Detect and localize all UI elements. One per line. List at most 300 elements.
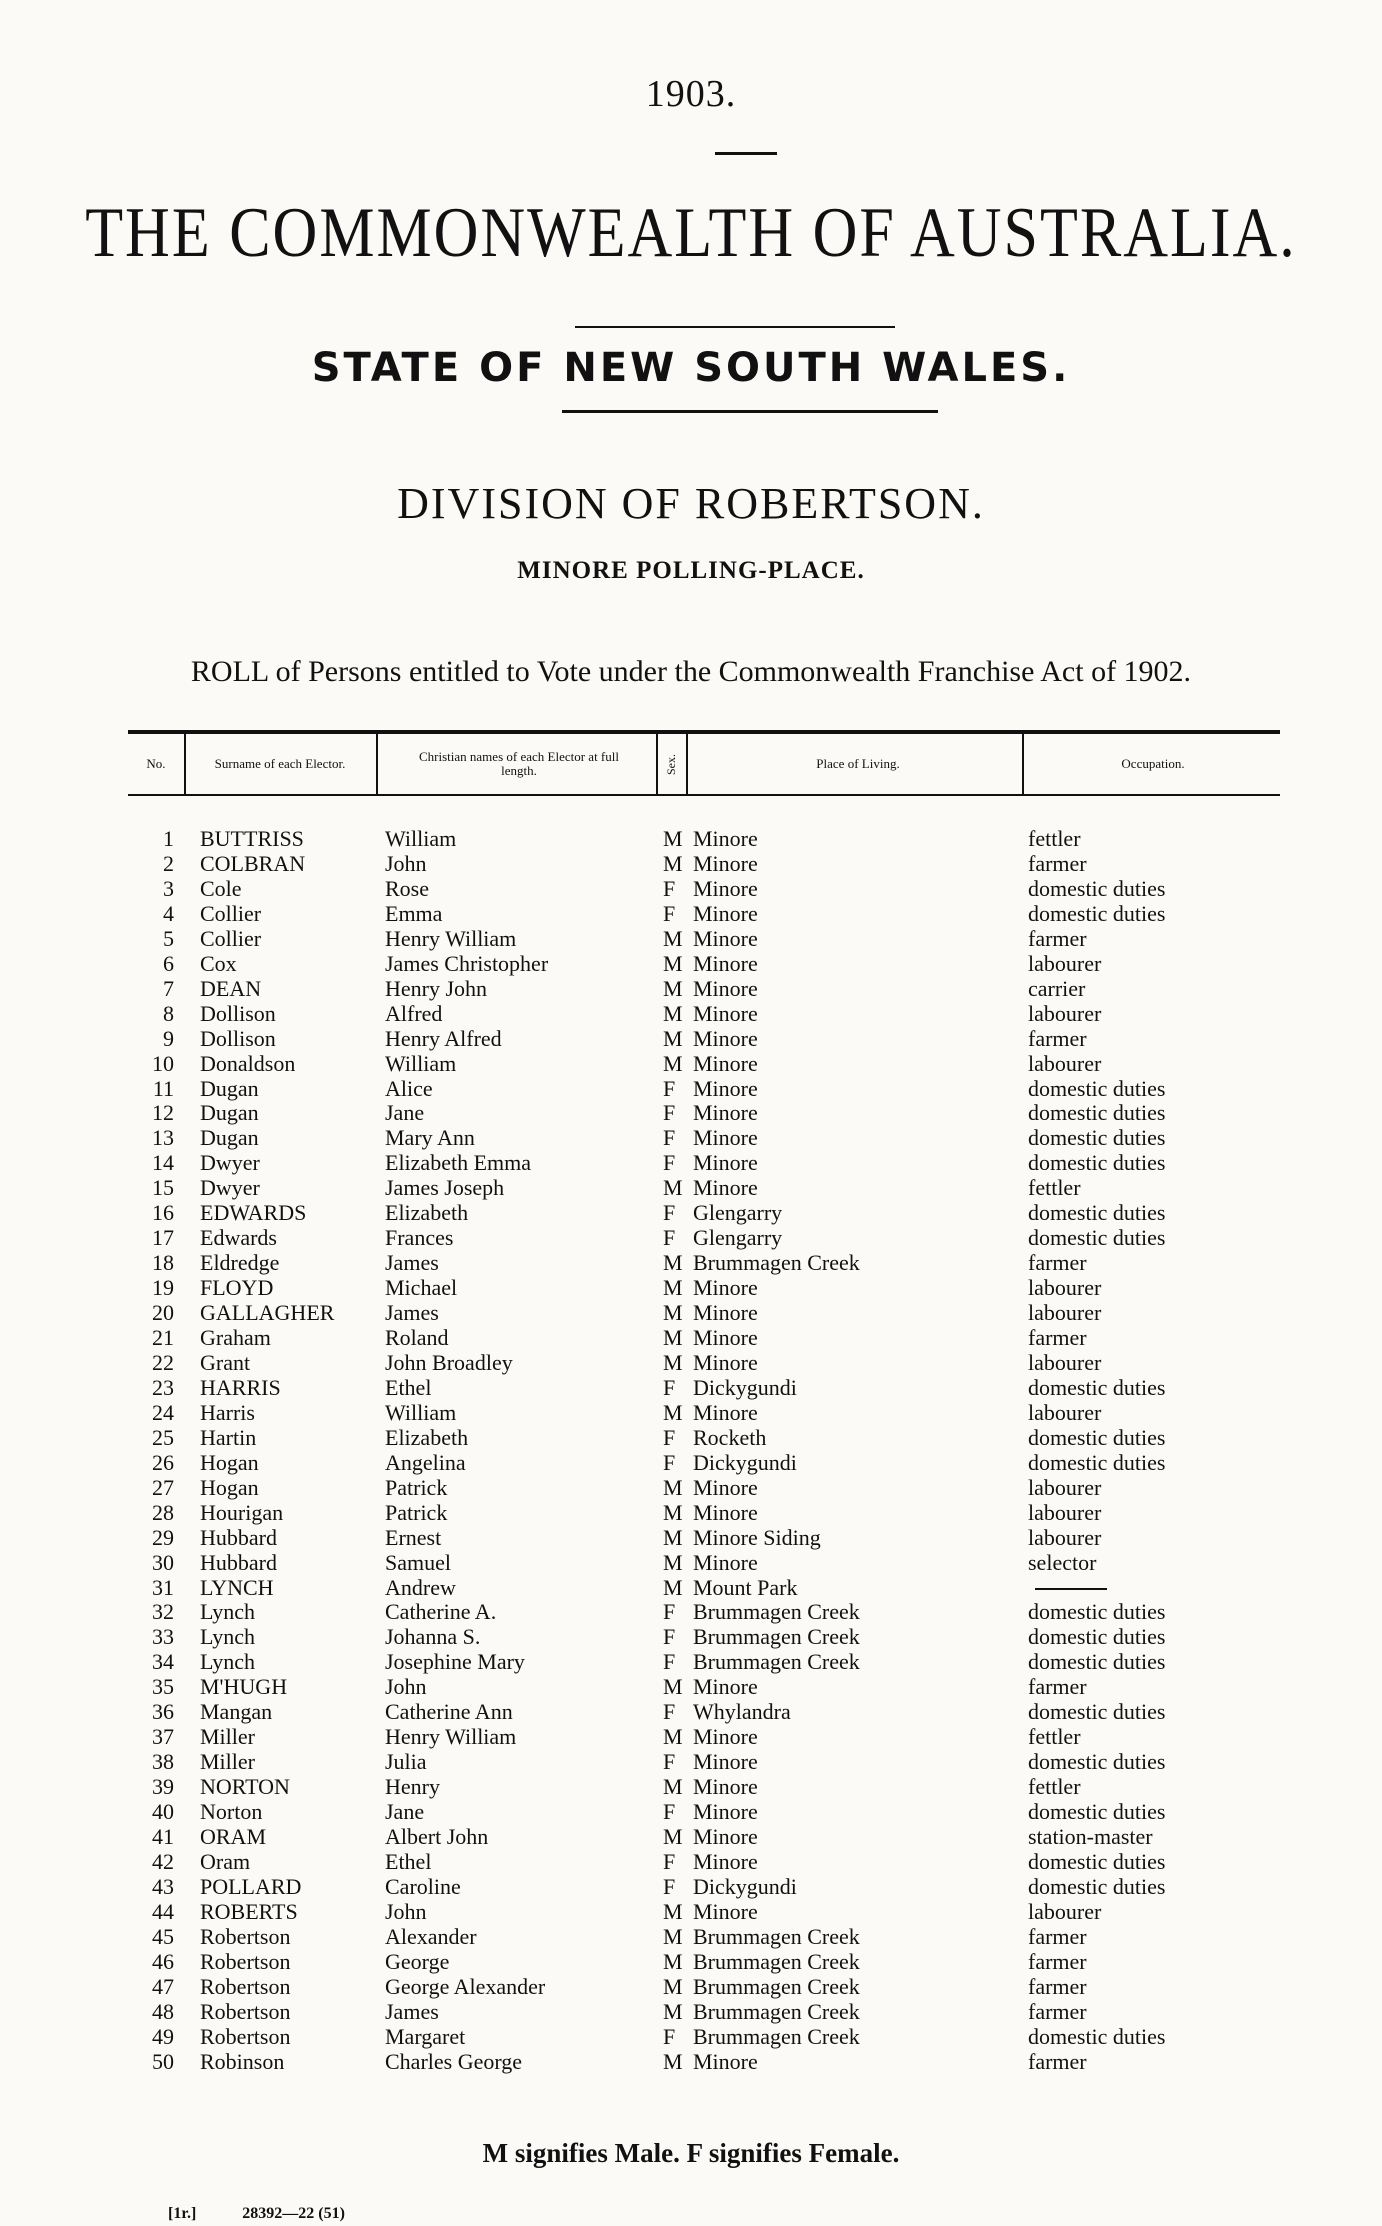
elector-sex: M xyxy=(663,1973,683,1999)
elector-occupation: farmer xyxy=(1028,1674,1087,1700)
elector-sex: M xyxy=(663,850,683,876)
elector-place: Brummagen Creek xyxy=(693,1649,860,1675)
elector-sex: M xyxy=(663,1774,683,1800)
elector-christian: John xyxy=(385,1898,427,1924)
elector-place: Glengarry xyxy=(693,1200,783,1226)
elector-christian: Frances xyxy=(385,1225,454,1251)
elector-christian: Angelina xyxy=(385,1449,466,1475)
roll-title: ROLL of Persons entitled to Vote under the Commonwealth Franchise Act of 1902. xyxy=(190,655,1192,688)
elector-sex: F xyxy=(663,1624,676,1650)
table-row xyxy=(0,1225,1382,1250)
elector-place: Minore xyxy=(693,925,758,951)
elector-occupation: domestic duties xyxy=(1028,1599,1166,1625)
elector-occupation: carrier xyxy=(1028,975,1086,1001)
elector-no: 26 xyxy=(152,1449,174,1475)
elector-no: 42 xyxy=(152,1848,174,1874)
elector-occupation: domestic duties xyxy=(1028,1799,1166,1825)
elector-place: Minore xyxy=(693,1125,758,1151)
elector-sex: M xyxy=(663,1325,683,1350)
elector-place: Rocketh xyxy=(693,1424,767,1450)
elector-place: Brummagen Creek xyxy=(693,1624,860,1650)
elector-no: 32 xyxy=(152,1599,174,1625)
elector-place: Minore xyxy=(693,1275,758,1301)
elector-sex: M xyxy=(663,1724,683,1750)
header-no: No. xyxy=(146,756,166,771)
occupation-blank-dash xyxy=(1035,1588,1107,1590)
elector-occupation: labourer xyxy=(1028,1524,1102,1550)
table-row xyxy=(0,1475,1382,1500)
elector-place: Minore xyxy=(693,1799,758,1825)
elector-place: Minore xyxy=(693,900,758,926)
elector-surname: Harris xyxy=(200,1399,255,1425)
elector-no: 7 xyxy=(163,975,174,1001)
elector-sex: M xyxy=(663,1674,683,1700)
elector-occupation: domestic duties xyxy=(1028,1100,1166,1126)
elector-christian: William xyxy=(385,1399,457,1425)
table-row xyxy=(0,1250,1382,1275)
elector-surname: Mangan xyxy=(200,1699,273,1725)
elector-occupation: domestic duties xyxy=(1028,1649,1166,1675)
elector-place: Brummagen Creek xyxy=(693,1250,860,1276)
printer-reference xyxy=(168,2205,345,2223)
elector-christian: James Joseph xyxy=(385,1175,505,1201)
elector-occupation: domestic duties xyxy=(1028,1699,1166,1725)
table-row xyxy=(0,1774,1382,1799)
elector-surname: Dollison xyxy=(200,1000,276,1026)
elector-occupation: fettler xyxy=(1028,826,1081,851)
elector-christian: Catherine A. xyxy=(385,1599,497,1625)
elector-place: Minore xyxy=(693,875,758,901)
elector-place: Minore xyxy=(693,1175,758,1201)
table-row xyxy=(0,901,1382,926)
elector-sex: M xyxy=(663,1474,683,1500)
elector-surname: BUTTRISS xyxy=(200,826,304,851)
elector-place: Glengarry xyxy=(693,1225,783,1251)
elector-christian: Josephine Mary xyxy=(385,1649,525,1675)
elector-sex: M xyxy=(663,1250,683,1276)
table-row xyxy=(0,1175,1382,1200)
year: 1903. xyxy=(645,73,737,115)
elector-no: 9 xyxy=(163,1025,174,1051)
elector-christian: Charles George xyxy=(385,2048,523,2074)
elector-place: Minore xyxy=(693,850,758,876)
elector-surname: M'HUGH xyxy=(200,1674,288,1700)
elector-place: Minore xyxy=(693,1399,758,1425)
elector-surname: ORAM xyxy=(200,1824,267,1849)
elector-occupation: farmer xyxy=(1028,1325,1087,1350)
elector-surname: Dugan xyxy=(200,1125,259,1151)
elector-occupation: farmer xyxy=(1028,1998,1087,2024)
elector-occupation: domestic duties xyxy=(1028,1749,1166,1775)
elector-sex: M xyxy=(663,1175,683,1201)
elector-no: 27 xyxy=(152,1474,174,1500)
elector-occupation: selector xyxy=(1028,1549,1097,1575)
elector-no: 37 xyxy=(152,1724,174,1750)
elector-no: 4 xyxy=(163,900,174,926)
table-row xyxy=(0,1724,1382,1749)
elector-place: Minore xyxy=(693,1674,758,1700)
elector-christian: James xyxy=(385,1300,439,1326)
elector-place: Minore xyxy=(693,1724,758,1750)
elector-christian: Henry William xyxy=(385,1724,517,1750)
elector-no: 22 xyxy=(152,1349,174,1375)
elector-sex: F xyxy=(663,1649,676,1675)
elector-sex: F xyxy=(663,1799,676,1825)
elector-sex: F xyxy=(663,1749,676,1775)
elector-place: Minore xyxy=(693,950,758,976)
elector-christian: Margaret xyxy=(385,2023,466,2049)
elector-no: 48 xyxy=(152,1998,174,2024)
elector-occupation: fettler xyxy=(1028,1724,1081,1750)
header-divider xyxy=(376,734,378,794)
elector-surname: HARRIS xyxy=(200,1374,281,1400)
table-row xyxy=(0,876,1382,901)
elector-no: 30 xyxy=(152,1549,174,1575)
elector-sex: F xyxy=(663,1125,676,1151)
elector-christian: John Broadley xyxy=(385,1349,513,1375)
elector-occupation: domestic duties xyxy=(1028,2023,1166,2049)
elector-sex: F xyxy=(663,1848,676,1874)
elector-surname: Robertson xyxy=(200,1923,291,1949)
elector-christian: Elizabeth xyxy=(385,1200,469,1226)
elector-no: 28 xyxy=(152,1499,174,1525)
elector-no: 21 xyxy=(152,1325,174,1350)
elector-no: 49 xyxy=(152,2023,174,2049)
elector-sex: F xyxy=(663,1424,676,1450)
elector-no: 47 xyxy=(152,1973,174,1999)
elector-surname: Cox xyxy=(200,950,237,976)
elector-christian: James Christopher xyxy=(385,950,549,976)
rule-under-commonwealth xyxy=(575,326,895,328)
elector-surname: Robertson xyxy=(200,1948,291,1974)
table-row xyxy=(0,2024,1382,2049)
table-row xyxy=(0,1849,1382,1874)
elector-place: Minore Siding xyxy=(693,1524,821,1550)
table-row xyxy=(0,1949,1382,1974)
elector-no: 20 xyxy=(152,1300,174,1326)
elector-surname: Eldredge xyxy=(200,1250,280,1276)
elector-sex: F xyxy=(663,900,676,926)
table-row xyxy=(0,1974,1382,1999)
elector-no: 14 xyxy=(152,1150,174,1176)
elector-christian: Alexander xyxy=(385,1923,477,1949)
elector-no: 16 xyxy=(152,1200,174,1226)
elector-christian: Roland xyxy=(385,1325,449,1350)
elector-sex: M xyxy=(663,1948,683,1974)
elector-christian: Patrick xyxy=(385,1499,448,1525)
division-title: DIVISION OF ROBERTSON. xyxy=(397,479,985,528)
elector-surname: Dugan xyxy=(200,1100,259,1126)
elector-sex: F xyxy=(663,875,676,901)
elector-sex: M xyxy=(663,1050,683,1076)
table-row xyxy=(0,1325,1382,1350)
elector-surname: Hogan xyxy=(200,1449,259,1475)
elector-surname: Miller xyxy=(200,1724,255,1750)
elector-sex: M xyxy=(663,1499,683,1525)
rule-under-state xyxy=(562,410,938,413)
header-surname: Surname of each Elector. xyxy=(214,756,346,771)
elector-surname: Dwyer xyxy=(200,1175,260,1201)
table-row xyxy=(0,976,1382,1001)
elector-no: 13 xyxy=(152,1125,174,1151)
elector-place: Minore xyxy=(693,1300,758,1326)
elector-place: Minore xyxy=(693,1749,758,1775)
elector-no: 39 xyxy=(152,1774,174,1800)
elector-place: Brummagen Creek xyxy=(693,1599,860,1625)
elector-occupation: farmer xyxy=(1028,1923,1087,1949)
elector-occupation: domestic duties xyxy=(1028,1449,1166,1475)
elector-place: Brummagen Creek xyxy=(693,1948,860,1974)
elector-surname: Robinson xyxy=(200,2048,285,2074)
elector-surname: Lynch xyxy=(200,1624,255,1650)
elector-sex: M xyxy=(663,1000,683,1026)
table-row xyxy=(0,1001,1382,1026)
elector-christian: Elizabeth Emma xyxy=(385,1150,531,1176)
table-row xyxy=(0,1500,1382,1525)
elector-place: Minore xyxy=(693,1000,758,1026)
elector-no: 34 xyxy=(152,1649,174,1675)
elector-christian: Samuel xyxy=(385,1549,451,1575)
elector-surname: Dwyer xyxy=(200,1150,260,1176)
elector-christian: Jane xyxy=(385,1799,425,1825)
elector-sex: M xyxy=(663,1998,683,2024)
elector-occupation: domestic duties xyxy=(1028,1225,1166,1251)
elector-occupation: labourer xyxy=(1028,1399,1102,1425)
elector-christian: Emma xyxy=(385,900,443,926)
elector-sex: M xyxy=(663,826,683,851)
elector-occupation: labourer xyxy=(1028,1300,1102,1326)
elector-surname: POLLARD xyxy=(200,1873,302,1899)
elector-occupation: farmer xyxy=(1028,2048,1087,2074)
elector-place: Minore xyxy=(693,2048,758,2074)
header-sex xyxy=(658,734,684,794)
elector-surname: Hogan xyxy=(200,1474,259,1500)
elector-surname: Cole xyxy=(200,875,242,901)
table-row xyxy=(0,826,1382,851)
elector-place: Minore xyxy=(693,1774,758,1800)
elector-christian: Ernest xyxy=(385,1524,442,1550)
elector-christian: William xyxy=(385,1050,457,1076)
elector-surname: Robertson xyxy=(200,1998,291,2024)
print-ref-number: 28392—22 (51) xyxy=(242,2205,345,2222)
elector-surname: Grant xyxy=(200,1349,251,1375)
elector-sex: M xyxy=(663,1300,683,1326)
elector-place: Dickygundi xyxy=(693,1374,797,1400)
elector-sex: M xyxy=(663,950,683,976)
elector-no: 18 xyxy=(152,1250,174,1276)
table-row xyxy=(0,1599,1382,1624)
elector-christian: John xyxy=(385,850,427,876)
elector-no: 25 xyxy=(152,1424,174,1450)
elector-surname: GALLAGHER xyxy=(200,1300,335,1326)
elector-occupation: domestic duties xyxy=(1028,1424,1166,1450)
elector-surname: Graham xyxy=(200,1325,271,1350)
elector-occupation: domestic duties xyxy=(1028,1200,1166,1226)
elector-place: Dickygundi xyxy=(693,1873,797,1899)
elector-occupation: labourer xyxy=(1028,1898,1102,1924)
elector-surname: Hourigan xyxy=(200,1499,284,1525)
elector-no: 2 xyxy=(163,850,174,876)
elector-sex: F xyxy=(663,1374,676,1400)
elector-no: 35 xyxy=(152,1674,174,1700)
elector-no: 38 xyxy=(152,1749,174,1775)
elector-no: 44 xyxy=(152,1898,174,1924)
table-row xyxy=(0,1400,1382,1425)
table-row xyxy=(0,2049,1382,2074)
elector-surname: Dugan xyxy=(200,1075,259,1101)
elector-occupation: farmer xyxy=(1028,1948,1087,1974)
elector-occupation: labourer xyxy=(1028,1000,1102,1026)
elector-no: 46 xyxy=(152,1948,174,1974)
elector-surname: Robertson xyxy=(200,2023,291,2049)
table-row xyxy=(0,1874,1382,1899)
elector-place: Minore xyxy=(693,826,758,851)
elector-occupation: station-master xyxy=(1028,1824,1153,1849)
table-row xyxy=(0,1350,1382,1375)
elector-no: 6 xyxy=(163,950,174,976)
table-row xyxy=(0,1674,1382,1699)
elector-surname: Norton xyxy=(200,1799,263,1825)
state-title: STATE OF NEW SOUTH WALES. xyxy=(311,345,1071,391)
table-row xyxy=(0,951,1382,976)
elector-occupation: domestic duties xyxy=(1028,875,1166,901)
elector-sex: F xyxy=(663,1599,676,1625)
sex-legend: M signifies Male. F signifies Female. xyxy=(482,2138,900,2168)
elector-christian: James xyxy=(385,1998,439,2024)
elector-place: Minore xyxy=(693,1050,758,1076)
elector-christian: Elizabeth xyxy=(385,1424,469,1450)
table-row xyxy=(0,1924,1382,1949)
elector-sex: F xyxy=(663,1200,676,1226)
header-divider xyxy=(686,734,688,794)
elector-place: Minore xyxy=(693,1025,758,1051)
elector-no: 12 xyxy=(152,1100,174,1126)
elector-surname: LYNCH xyxy=(200,1574,274,1600)
elector-christian: Patrick xyxy=(385,1474,448,1500)
elector-surname: Donaldson xyxy=(200,1050,296,1076)
elector-surname: ROBERTS xyxy=(200,1898,298,1924)
elector-sex: F xyxy=(663,1225,676,1251)
header-divider xyxy=(184,734,186,794)
elector-place: Minore xyxy=(693,1349,758,1375)
elector-sex: F xyxy=(663,1449,676,1475)
elector-christian: George Alexander xyxy=(385,1973,546,1999)
table-row xyxy=(0,1450,1382,1475)
elector-sex: F xyxy=(663,1100,676,1126)
elector-place: Minore xyxy=(693,1848,758,1874)
elector-christian: Henry xyxy=(385,1774,440,1800)
table-row xyxy=(0,1550,1382,1575)
elector-sex: M xyxy=(663,1549,683,1575)
elector-sex: F xyxy=(663,1873,676,1899)
elector-occupation: labourer xyxy=(1028,950,1102,976)
elector-occupation: fettler xyxy=(1028,1175,1081,1201)
elector-sex: F xyxy=(663,1150,676,1176)
elector-place: Minore xyxy=(693,975,758,1001)
table-row xyxy=(0,1749,1382,1774)
elector-christian: Ethel xyxy=(385,1848,432,1874)
elector-place: Minore xyxy=(693,1075,758,1101)
elector-christian: Henry William xyxy=(385,925,517,951)
elector-no: 17 xyxy=(152,1225,174,1251)
elector-no: 36 xyxy=(152,1699,174,1725)
elector-occupation: farmer xyxy=(1028,1973,1087,1999)
elector-occupation: farmer xyxy=(1028,850,1087,876)
elector-christian: Henry John xyxy=(385,975,488,1001)
elector-christian: Johanna S. xyxy=(385,1624,481,1650)
elector-place: Minore xyxy=(693,1499,758,1525)
elector-christian: Henry Alfred xyxy=(385,1025,502,1051)
elector-no: 11 xyxy=(152,1075,174,1101)
table-row xyxy=(0,1275,1382,1300)
elector-christian: John xyxy=(385,1674,427,1700)
elector-place: Minore xyxy=(693,1474,758,1500)
table-row xyxy=(0,926,1382,951)
elector-no: 19 xyxy=(152,1275,174,1301)
elector-surname: Dollison xyxy=(200,1025,276,1051)
elector-occupation: domestic duties xyxy=(1028,900,1166,926)
elector-no: 45 xyxy=(152,1923,174,1949)
elector-christian: Catherine Ann xyxy=(385,1699,513,1725)
elector-occupation: domestic duties xyxy=(1028,1848,1166,1874)
rule-under-year xyxy=(715,152,777,155)
elector-surname: Collier xyxy=(200,925,262,951)
elector-no: 1 xyxy=(163,826,174,851)
elector-christian: Mary Ann xyxy=(385,1125,475,1151)
elector-christian: William xyxy=(385,826,457,851)
elector-christian: Alfred xyxy=(385,1000,443,1026)
elector-place: Mount Park xyxy=(693,1574,798,1600)
elector-occupation: labourer xyxy=(1028,1275,1102,1301)
elector-place: Brummagen Creek xyxy=(693,1923,860,1949)
elector-place: Dickygundi xyxy=(693,1449,797,1475)
elector-no: 33 xyxy=(152,1624,174,1650)
elector-surname: Robertson xyxy=(200,1973,291,1999)
elector-christian: Caroline xyxy=(385,1873,461,1899)
elector-no: 40 xyxy=(152,1799,174,1825)
elector-occupation: labourer xyxy=(1028,1050,1102,1076)
elector-sex: M xyxy=(663,1524,683,1550)
elector-occupation: labourer xyxy=(1028,1499,1102,1525)
elector-surname: NORTON xyxy=(200,1774,290,1800)
elector-sex: M xyxy=(663,975,683,1001)
elector-no: 50 xyxy=(152,2048,174,2074)
print-ref-code: [1r.] xyxy=(168,2205,197,2222)
header-divider xyxy=(1022,734,1024,794)
elector-christian: Ethel xyxy=(385,1374,432,1400)
elector-surname: Lynch xyxy=(200,1599,255,1625)
elector-surname: Hubbard xyxy=(200,1549,277,1575)
elector-christian: James xyxy=(385,1250,439,1276)
elector-no: 5 xyxy=(163,925,174,951)
elector-no: 43 xyxy=(152,1873,174,1899)
elector-surname: Hartin xyxy=(200,1424,257,1450)
table-row xyxy=(0,1300,1382,1325)
elector-occupation: domestic duties xyxy=(1028,1624,1166,1650)
table-row xyxy=(0,1649,1382,1674)
elector-occupation: farmer xyxy=(1028,925,1087,951)
elector-sex: M xyxy=(663,1399,683,1425)
table-row xyxy=(0,1699,1382,1724)
elector-surname: Collier xyxy=(200,900,262,926)
table-row xyxy=(0,1125,1382,1150)
elector-sex: F xyxy=(663,2023,676,2049)
elector-occupation: fettler xyxy=(1028,1774,1081,1800)
elector-no: 24 xyxy=(152,1399,174,1425)
elector-sex: M xyxy=(663,1574,683,1600)
elector-place: Brummagen Creek xyxy=(693,1973,860,1999)
elector-surname: Miller xyxy=(200,1749,255,1775)
